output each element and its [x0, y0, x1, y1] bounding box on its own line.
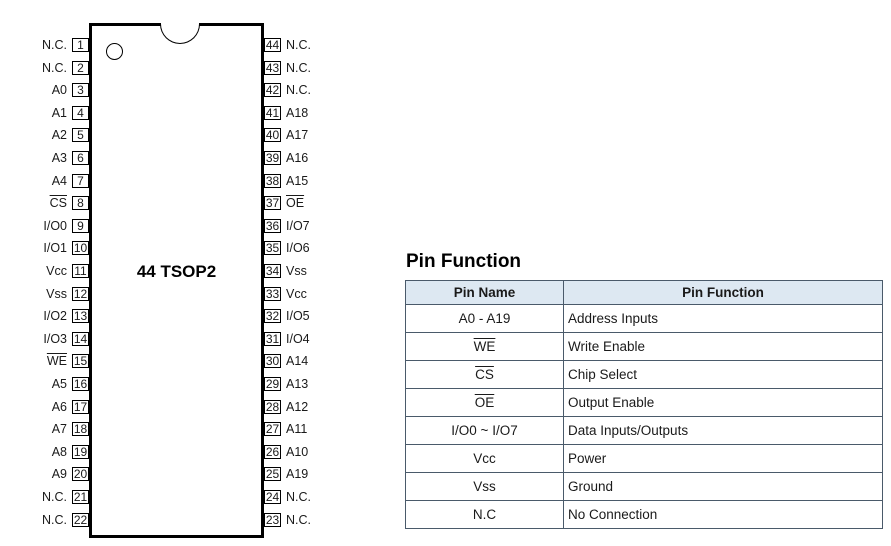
cell-pin-name	[406, 333, 564, 361]
pin-number: 40	[265, 128, 280, 143]
cell-pin-name	[406, 417, 564, 445]
table-row	[406, 305, 883, 333]
table-row	[406, 473, 883, 501]
pin-20	[0, 466, 89, 482]
pin-name-text: $\overline{WE}$	[473, 339, 496, 354]
pin-number: 21	[73, 490, 88, 504]
cell-pin-function: Power	[564, 445, 883, 473]
pin-5	[0, 127, 89, 143]
pin-name: I/O3	[43, 331, 67, 346]
pin1-marker	[106, 43, 123, 60]
pin-number: 37	[265, 196, 280, 211]
pin-name: A14	[286, 354, 309, 369]
pin-name: I/O1	[43, 241, 67, 256]
cell-pin-name	[406, 361, 564, 389]
pin-16	[0, 376, 89, 392]
pin-number: 22	[73, 512, 88, 527]
pin-number: 15	[73, 354, 88, 369]
pin-name: I/O0	[43, 218, 67, 233]
pin-name: A7	[51, 422, 67, 437]
pin-3	[0, 82, 89, 98]
pin-name: N.C.	[42, 60, 67, 75]
pin-name-text: A0 - A19	[458, 311, 511, 326]
pin-12	[0, 286, 89, 302]
pin-name: I/O4	[286, 331, 310, 346]
pin-9	[0, 218, 89, 234]
pin-39	[264, 150, 384, 166]
pin-name-text: N.C	[472, 507, 497, 522]
pin-name: $\overline{CS}$	[49, 196, 67, 211]
pin-name: A19	[286, 467, 309, 482]
pin-number: 43	[265, 60, 280, 75]
pin-number: 16	[73, 377, 88, 391]
pin-name: A5	[51, 377, 67, 391]
pin-name: A9	[51, 467, 67, 482]
pin-name-text: I/O0 ~ I/O7	[451, 423, 518, 438]
table-row	[406, 417, 883, 445]
table-row	[406, 389, 883, 417]
pin-number: 33	[265, 286, 280, 301]
pin-name: I/O2	[43, 309, 67, 324]
cell-pin-name	[406, 305, 564, 333]
pin-name: I/O5	[286, 309, 310, 324]
chip-notch	[160, 23, 200, 44]
pin-name: N.C.	[42, 512, 67, 527]
pin-41	[264, 105, 384, 121]
pin-number: 38	[265, 173, 280, 188]
pin-29	[264, 376, 384, 392]
pin-number: 7	[72, 174, 89, 188]
cell-pin-function: Data Inputs/Outputs	[564, 417, 883, 445]
pin-name: N.C.	[42, 38, 67, 52]
pin-number: 28	[265, 399, 280, 414]
pin-34	[264, 263, 384, 279]
pin-36	[264, 218, 384, 234]
pin-number: 27	[265, 422, 280, 437]
pin-name: A6	[51, 399, 67, 414]
pin-number: 42	[265, 83, 280, 98]
pin-22	[0, 512, 89, 528]
pin-name-text: $\overline{CS}$	[475, 367, 494, 382]
pin-17	[0, 399, 89, 415]
header-pin-function: Pin Function	[564, 281, 883, 305]
pin-number: 18	[73, 422, 88, 437]
chip-body	[89, 23, 264, 538]
pin-name: A4	[51, 173, 67, 188]
pin-38	[264, 173, 384, 189]
pin-name: $\overline{WE}$	[46, 354, 67, 369]
pin-number: 30	[265, 354, 280, 369]
pin-number: 36	[265, 218, 280, 233]
pin-number: 14	[73, 331, 88, 346]
pin-name: A2	[51, 128, 67, 143]
pin-43	[264, 60, 384, 76]
pin-18	[0, 421, 89, 437]
pin-name: A0	[51, 83, 67, 98]
pin-name: A15	[286, 173, 309, 188]
pin-35	[264, 240, 384, 256]
pin-44	[264, 37, 384, 53]
cell-pin-function: Write Enable	[564, 333, 883, 361]
pin-30	[264, 353, 384, 369]
pin-number: 8	[72, 196, 89, 210]
pin-number: 9	[72, 219, 89, 233]
pin-name-text: $\overline{OE}$	[474, 395, 495, 410]
pin-27	[264, 421, 384, 437]
pin-number: 13	[73, 309, 88, 324]
pin-11	[0, 263, 89, 279]
cell-pin-function: Chip Select	[564, 361, 883, 389]
pin-name: A12	[286, 399, 309, 414]
pin-4	[0, 105, 89, 121]
pin-name: A13	[286, 377, 309, 391]
pin-14	[0, 331, 89, 347]
pin-24	[264, 489, 384, 505]
pin-name: A11	[286, 422, 308, 437]
pin-name: A17	[286, 128, 309, 143]
pin-name: Vss	[46, 286, 67, 301]
pin-name-text: Vss	[473, 479, 496, 494]
cell-pin-name	[406, 445, 564, 473]
pin-42	[264, 82, 384, 98]
pin-name: N.C.	[286, 60, 311, 75]
table-title: Pin Function	[406, 251, 522, 272]
pin-number: 4	[72, 106, 89, 120]
table-row	[406, 501, 883, 529]
pin-25	[264, 466, 384, 482]
pin-number: 6	[72, 151, 89, 165]
pin-number: 20	[73, 467, 88, 482]
pin-number: 10	[73, 241, 88, 256]
pin-name: I/O7	[286, 218, 310, 233]
pin-number: 44	[265, 38, 280, 52]
cell-pin-function: No Connection	[564, 501, 883, 529]
pin-number: 5	[72, 128, 89, 142]
pin-33	[264, 286, 384, 302]
cell-pin-function: Address Inputs	[564, 305, 883, 333]
table-row	[406, 445, 883, 473]
pin-name: A1	[51, 105, 67, 120]
pin-31	[264, 331, 384, 347]
pin-name: A8	[51, 444, 67, 459]
pin-13	[0, 308, 89, 324]
pin-name: Vss	[286, 264, 307, 278]
pin-name: A16	[286, 151, 309, 165]
pin-32	[264, 308, 384, 324]
pin-name: N.C.	[286, 38, 311, 52]
pin-function-table	[405, 280, 883, 529]
pin-number: 39	[265, 151, 280, 165]
pin-number: 1	[72, 38, 89, 52]
pin-number: 32	[265, 309, 280, 324]
table-header-row	[406, 281, 883, 305]
pin-26	[264, 444, 384, 460]
pin-number: 41	[265, 105, 280, 120]
pin-number: 3	[72, 83, 89, 97]
cell-pin-function: Ground	[564, 473, 883, 501]
pin-28	[264, 399, 384, 415]
pin-number: 29	[265, 377, 280, 391]
header-pin-name: Pin Name	[406, 281, 564, 305]
pin-number: 19	[73, 444, 88, 459]
pin-40	[264, 127, 384, 143]
cell-pin-name	[406, 473, 564, 501]
pin-number: 26	[265, 444, 280, 459]
pin-number: 2	[72, 61, 89, 75]
cell-pin-name	[406, 389, 564, 417]
pin-name: Vcc	[46, 264, 67, 278]
pin-15	[0, 353, 89, 369]
pin-number: 23	[265, 512, 280, 527]
pin-10	[0, 240, 89, 256]
cell-pin-name	[406, 501, 564, 529]
pin-2	[0, 60, 89, 76]
pin-name: A18	[286, 105, 309, 120]
chip-label: 44 TSOP2	[136, 262, 217, 281]
pin-21	[0, 489, 89, 505]
pin-number: 17	[73, 399, 88, 414]
pin-number: 11	[72, 264, 89, 278]
table-row	[406, 333, 883, 361]
pin-23	[264, 512, 384, 528]
cell-pin-function: Output Enable	[564, 389, 883, 417]
pin-name: N.C.	[42, 490, 67, 504]
pin-name: N.C.	[286, 83, 311, 98]
pin-1	[0, 37, 89, 53]
pin-name: Vcc	[286, 286, 307, 301]
pin-name: I/O6	[286, 241, 310, 256]
table-body	[406, 305, 883, 529]
pin-number: 34	[265, 264, 280, 278]
pin-name: N.C.	[286, 512, 311, 527]
pin-name-text: Vcc	[473, 451, 496, 466]
pin-19	[0, 444, 89, 460]
pin-number: 35	[265, 241, 280, 256]
pin-number: 31	[265, 331, 280, 346]
pin-number: 12	[73, 286, 88, 301]
pin-name: A3	[51, 151, 67, 165]
pin-name: N.C.	[286, 490, 311, 504]
table-row	[406, 361, 883, 389]
pin-number: 24	[265, 490, 280, 504]
pin-name: A10	[286, 444, 309, 459]
pin-name: $\overline{OE}$	[286, 196, 305, 211]
pin-number: 25	[265, 467, 280, 482]
pin-8	[0, 195, 89, 211]
pin-7	[0, 173, 89, 189]
pin-37	[264, 195, 384, 211]
pin-6	[0, 150, 89, 166]
